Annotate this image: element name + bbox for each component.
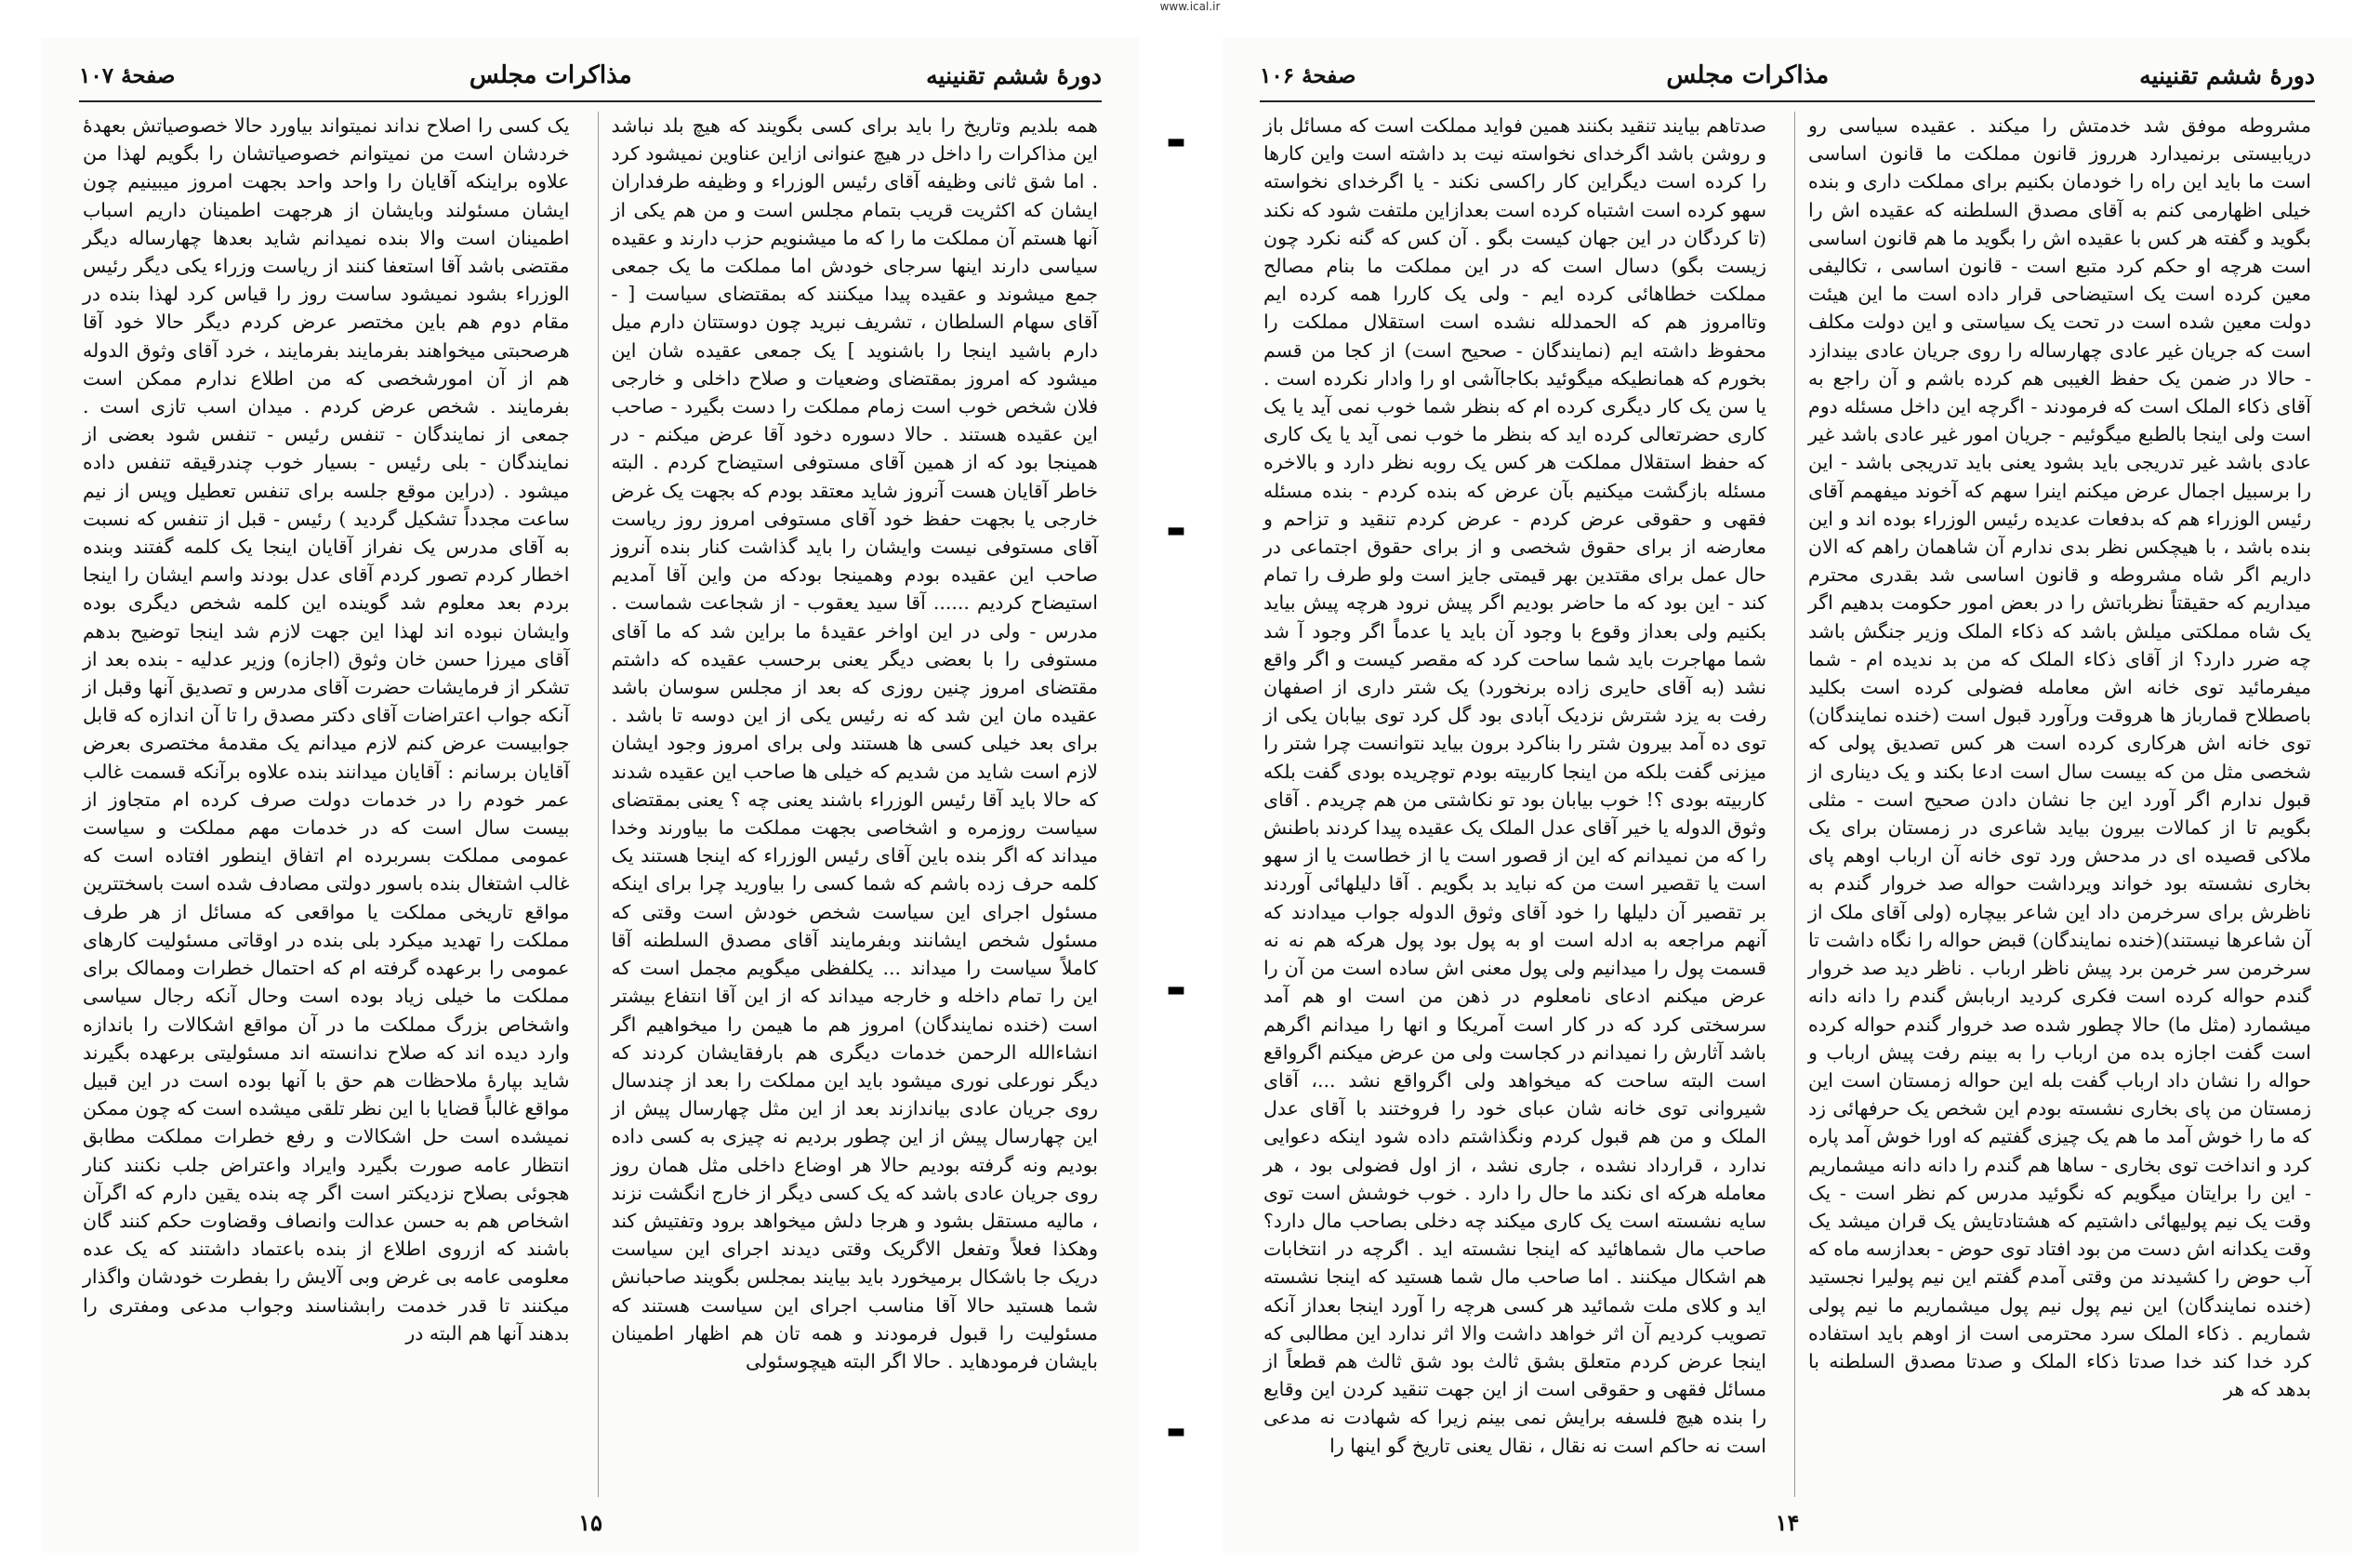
session-title: دورۀ ششم تقنینیه xyxy=(2139,61,2315,89)
page-label: صفحهٔ ۱۰۶ xyxy=(1260,62,1356,88)
header-rule xyxy=(1260,100,2315,102)
text-column-right xyxy=(1794,112,2315,1497)
page-number: ۱۵ xyxy=(578,1509,602,1536)
site-watermark: www.ical.ir xyxy=(1159,0,1221,13)
paragraph: مشروطه موفق شد خدمتش را میکند . عقیده سیاسی رو دریابیستی برنمیدارد هرروز قانون مملکت ما قانون اساسی است ما باید این راه را خودمان بکنیم برای مملکت داری و بنده خیلی اظهارمی کنم به آقای مصدق السلطنه که عقیده اش را بگوید و گفته هر کس با عقیده اش را بگوید ما هم قانون اساسی است هرچه او حکم کرد متبع است - قانون اساسی ، تکالیفی معین کرده است یک استیضاحی قرار داده است ما این هیئت دولت معین شده است در تحت یک سیاستی و این دولت مکلف است که جریان غیر عادی چهارساله را روی جریان عادی بیندازد - حالا در ضمن یک حفظ الغیبی هم کرده باشم و آن راجع به آقای ذکاء الملک است که فرمودند - اگرچه این داخل مسئله دوم است ولی اینجا بالطبع میگوئیم - جریان امور غیر عادی باشد غیر عادی باشد غیر تدریجی باید بشود یعنی باید تدریجی باشد - این را برسبیل اجمال عرض میکنم اینرا سهم که آخوند میفهمم آقای رئیس الوزراء هم که بدفعات عدیده رئیس الوزراء بوده اند و این بنده باشد ، با هیچکس نظر بدی ندارم آن شاهمان راهم که الان داریم اگر شاه مشروطه و قانون اساسی شد بقدری محترم میداریم که حقیقتاً نظرباتش را در بعض امور حکومت بدهیم اگر یک شاه مملکتی میلش باشد که ذکاء الملک وزیر جنگش باشد چه ضرر دارد؟ از آقای ذکاء الملک که من بد ندیده ام - شما میفرمائید توی خانه اش معامله فضولی کرده است بکلید باصطلاح قمارباز ها هروقت ورآورد قبول است (خنده نمایندگان) توی خانه اش هرکاری کرده است هر کس تصدیق پولی که شخصی مثل من که بیست سال است ادعا بکند و یک دیناری از قبول ندارم اگر آورد این جا نشان دادن صحیح است - مثلی بگویم تا از کمالات بیرون بیاید شاعری در زمستان برای یک ملاکی قصیده ای در مدحش ورد توی خانه آن ارباب اوهم پای بخاری نشسته بود خواند ویرداشت حواله صد خروار گندم به ناظرش برای سرخرمن داد این شاعر بیچاره (ولی آقای ملک از آن شاعرها نیستند)(خنده نمایندگان) قبض حواله را نگاه داشت تا سرخرمن سر خرمن برد پیش ناظر ارباب . ناظر دید صد خروار گندم حواله کرده است فکری کردید اربابش گندم را دانه دانه میشمارد (مثل ما) حالا چطور شده صد خروار گندم حواله کرده است گفت اجازه بده من ارباب را به بینم رفت پیش ارباب و حواله را نشان داد ارباب گفت بله این حواله زمستان است این زمستان من پای بخاری نشسته بودم این شخص یک حرفهائی زد که ما را خوش آمد ما هم یک چیزی گفتیم که اورا خوش آمد پاره کرد و انداخت توی بخاری - ساها هم گندم را دانه دانه میشماریم - این را برایتان میگویم که نگوئید مدرس کم نظر است - یک وقت یک نیم پولیهائی داشتیم که هشتادتایش یک قران میشد یک وقت یکدانه اش دست من بود افتاد توی حوض - بعدازسه ماه که آب حوض را کشیدند من وقتی آمدم گفتم این نیم پولیرا نجستید (خنده نمایندگان) این نیم پول نیم پول میشماریم ما نیم پولی شماریم . ذکاء الملک سرد محترمی است از اوهم باید استفاده کرد خدا کند خدا صدتا ذکاء الملک و صدتا مصدق السلطنه با بدهد که هر xyxy=(1808,114,2311,1401)
journal-title: مذاکرات مجلس xyxy=(1666,61,1830,89)
paragraph: صدتاهم بیایند تنقید بکنند همین فواید مملکت است که مسائل باز و روشن باشد اگرخدای نخواسته نیت بد داشته است واین کارها را کرده است دیگراین کار راکسی نکند - یا اگرخدای نخواسته سهو کرده است اشتباه کرده است بعدازاین ملتفت شود که نکند (تا کردگان در این جهان کیست بگو . آن کس که گنه نکرد چون زیست بگو) دسال است که در این مملکت ما بنام مصالح مملکت خطاهائی کرده ایم - ولی یک کاررا همه کرده ایم وتاامروز هم که الحمدلله نشده است استقلال مملکت را محفوظ داشته ایم (نمایندگان - صحیح است) از کجا من قسم بخورم که همانطیکه میگوئید بکاجاآشی او را وادار نکرده است . یا سن یک کار دیگری کرده ام که بنظر شما خوب نمی آید یا یک کاری حضرتعالی کرده اید که بنظر ما خوب نمی آید یا یک کاری که حفظ استقلال مملکت هر کس یک روبه نظر دارد و بالاخره مسئله بازگشت میکنیم بآن عرض که بنده کردم - بنده مسئله فقهی و حقوقی عرض کردم - عرض کردم تنقید و تزاحم و معارضه از برای حقوق شخصی و از برای حقوق اجتماعی در حال عمل برای مقتدین بهر قیمتی جایز است ولو طرف را تمام کند - این بود که ما حاضر بودیم اگر پیش نرود هرچه پیش بیاید بکنیم ولی بعداز وقوع با وجود آن باید یا عدماً اگر وجود آ شد شما مهاجرت باید شما ساحت کرد که مقصر کیست و اگر واقع نشد (به آقای حایری زاده برنخورد) یک شتر داری از اصفهان رفت به یزد شترش نزدیک آبادی بود گل کرد توی بیابان یکی از توی ده آمد بیرون شتر را بناکرد برون بیاید نتوانست چرا شتر را میزنی گفت بلکه من اینجا کاربیته بودم توچریده بودی گفت بلکه کاربیته بودی ؟! خوب بیابان بود تو نکاشتی من هم چریدم . آقای وثوق الدوله یا خیر آقای عدل الملک یک عقیده پیدا کردند باطنش را که من نمیدانم که این از قصور است یا از خطاست یا از سهو است یا تقصیر است من که نباید بد بگویم . آقا دلیلهائی آوردند بر تقصیر آن دلیلها را خود آقای وثوق الدوله جواب میدادند که آنهم مراجعه به ادله است او به پول بود پول هرکه هم نه نه قسمت پول را میدانیم ولی پول معنی اش ساده است من آن را عرض میکنم ادعای نامعلوم در ذهن من است او هم آمد سرسختی کرد که در کار است آمریکا و انها را میدانم اگرهم باشد آثارش را نمیدانم در کجاست ولی من عرض میکنم اگرواقع است البته ساحت که میخواهد ولی اگرواقع نشد ...، آقای شیروانی توی خانه شان عبای خود را فروختند با آقای عدل الملک و من هم قبول کردم ونگذاشتم داده شود اینکه دعوایی ندارد ، قرارداد نشده ، جاری نشد ، از اول فضولی بود ، هر معامله هرکه ای نکند ما حال را دارد . خوب خوشش است توی سایه نشسته است یک کاری میکند چه دخلی بصاحب مال دارد؟ صاحب مال شماهائید که اینجا نشسته اید . اگرچه در انتخابات هم اشکال میکنند . اما صاحب مال شما هستید که اینجا نشسته اید و کلای ملت شمائید هر کسی هرچه را آورد اینجا بعداز آنکه تصویب کردیم آن اثر خواهد داشت والا اثر ندارد این مطالبی که اینجا عرض کردم متعلق بشق ثالث بود شق ثالث هم قطعاً از مسائل فقهی و حقوقی است از این جهت تنقید کردن این وقایع را بنده هیچ فلسفه برایش نمی بینم زیرا که شهادت نه مدعی است نه حاکم است نه نقال ، نقال یعنی تاریخ گو اینها را xyxy=(1263,114,1766,1457)
text-column-left xyxy=(1260,112,1770,1497)
text-column-right xyxy=(598,112,1103,1497)
page-label: صفحهٔ ۱۰۷ xyxy=(79,62,176,88)
paragraph: یک کسی را اصلاح نداند نمیتواند بیاورد حالا خصوصیاتش بعهدهٔ خردشان است من نمیتوانم خصوصیاتشان را بگویم لهذا من علاوه براینکه آقایان را واحد واحد بجهت امروز میبینیم چون ایشان مسئولند وبایشان از هرجهت اطمینان داریم اسباب اطمینان است والا بنده نمیدانم شاید بعدها چهارساله دیگر مقتضی باشد آقا استعفا کنند از ریاست وزراء یکی دیگر رئیس الوزراء بشود نمیشود ساست روز را قیاس کرد لهذا بنده در مقام دوم هم باین مختصر عرض کردم دیگر حالا خود آقا هرصحبتی میخواهند بفرمایند بفرمایند ، خرد آقای وثوق الدوله هم از آن امورشخصی که من اطلاع ندارم ممکن است بفرمایند . شخص عرض کردم . میدان اسب تازی است . جمعی از نمایندگان - تنفس رئیس - تنفس شود بعضی از نمایندگان - بلی رئیس - بسیار خوب چندرقیقه تنفس داده میشود . (دراین موقع جلسه برای تنفس تعطیل وپس از نیم ساعت مجدداً تشکیل گردید ) رئیس - قبل از تنفس که نسبت به آقای مدرس یک نفراز آقایان اینجا یک کلمه گفتند وبنده اخطار کردم تصور کردم آقای عدل بودند واسم ایشان را اینجا بردم بعد معلوم شد گوینده این کلمه شخص دیگری بوده وایشان نبوده اند لهذا این جهت لازم شد اینجا توضیح بدهم آقای میرزا حسن خان وثوق (اجازه) وزیر عدلیه - بنده بعد از تشکر از فرمایشات حضرت آقای مدرس و تصدیق آنها وقبل از آنکه جواب اعتراضات آقای دکتر مصدق را تا آن اندازه که قابل جوابیست عرض کنم لازم میدانم یک مقدمهٔ مختصری بعرض آقایان برسانم : آقایان میدانند بنده علاوه برآنکه قسمت غالب عمر خودم را در خدمات دولت صرف کرده ام متجاوز از بیست سال است که در خدمات مهم مملکت و سیاست عمومی مملکت بسربرده ام اتفاق اینطور افتاده است که غالب اشتغال بنده باسور دولتی مصادف شده است باسختترین مواقع تاریخی مملکت یا مواقعی که مسائل از هر طرف مملکت را تهدید میکرد بلی بنده در اوقاتی مسئولیت کارهای عمومی را برعهده گرفته ام که احتمال خطرات وممالک برای مملکت ما خیلی زیاد بوده است وحال آنکه رجال سیاسی واشخاص بزرگ مملکت ما در آن مواقع اشکالات را باندازه وارد دیده اند که صلاح ندانسته اند مسئولیتی برعهده بگیرند شاید بپارهٔ ملاحظات هم حق با آنها بوده است در این قبیل مواقع غالباً قضایا با این نظر تلقی میشده است که چون ممکن نمیشده است حل اشکالات و رفع خطرات مملکت مطابق انتظار عامه صورت بگیرد وایراد واعتراض جلب نکنند کنار هجوئی بصلاح نزدیکتر است اگر چه بنده یقین دارم که اگرآن اشخاص هم به حسن عدالت وانصاف وقضاوت حکم کنند گان باشند که ازروی اطلاع از بنده باعتماد داشتند که یک عده معلومی عامه بی غرض وبی آلایش را بفطرت خودشان واگذار میکنند تا قدر خدمت رابشناسند وجواب مدعی ومفتری را بدهند آنها هم البته در xyxy=(83,114,570,1344)
journal-title: مذاکرات مجلس xyxy=(469,61,632,89)
running-head xyxy=(79,54,1102,97)
page-107 xyxy=(42,37,1139,1553)
binding-mark: ▬ xyxy=(1166,130,1186,153)
binding-mark: ▬ xyxy=(1166,978,1186,1001)
session-title: دورۀ ششم تقنینیه xyxy=(926,61,1102,89)
binding-mark: ▬ xyxy=(1166,519,1186,542)
text-columns xyxy=(79,112,1102,1497)
header-rule xyxy=(79,100,1102,102)
binding-mark: ▬ xyxy=(1166,1420,1186,1443)
running-head xyxy=(1260,54,2315,97)
page-106 xyxy=(1223,37,2352,1553)
text-columns xyxy=(1260,112,2315,1497)
page-number: ۱۴ xyxy=(1775,1509,1800,1536)
text-column-left xyxy=(79,112,574,1497)
paragraph: همه بلدیم وتاریخ را باید برای کسی بگویند که هیچ بلد نباشد این مذاکرات را داخل در هیچ عنوانی ازاین عناوین نمیشود کرد . اما شق ثانی وظیفه آقای رئیس الوزراء و وظیفه طرفداران ایشان که اکثریت قریب بتمام مجلس است و من هم یکی از آنها هستم آن مملکت ما را که ما میشنویم حزب دارند و عقیده سیاسی دارند اینها سرجای خودش اما مملکت ما یک جمعی جمع میشوند و عقیده پیدا میکنند که بمقتضای سیاست [ - آقای سهام السلطان ، تشریف نبرید چون دوستتان دارم میل دارم باشید اینجا را باشنوید ] یک جمعی عقیده شان این میشود که امروز بمقتضای وضعیات و صلاح داخلی و خارجی فلان شخص خوب است زمام مملکت را دست بگیرد - صاحب این عقیده هستند . حالا دسوره دخود آقا عرض میکنم - در همینجا بود که از همین آقای مستوفی استیضاح کردم . البته خاطر آقایان هست آنروز شاید معتقد بودم که بجهت یک غرض خارجی یا بجهت حفظ خود آقای مستوفی امروز روز ریاست آقای مستوفی نیست وایشان را باید گذاشت کنار بنده آنروز صاحب این عقیده بودم وهمینجا بودکه من واین آقا آمدیم استیضاح کردیم ...... آقا سید یعقوب - از شجاعت شماست . مدرس - ولی در این اواخر عقیدهٔ ما براین شد که ما آقای مستوفی را با بعضی دیگر یعنی برحسب عقیده که داشتم مقتضای امروز چنین روزی که بعد از مجلس سوسان باشد عقیده مان این شد که نه رئیس یکی از این دوسه تا باشد . برای بعد خیلی کسی ها هستند ولی برای امروز وجود ایشان لازم است شاید من شدیم که خیلی ها صاحب این عقیده شدند که حالا باید آقا رئیس الوزراء باشند یعنی چه ؟ یعنی بمقتضای سیاست روزمره و اشخاصی بجهت مملکت ما بیاورند وخدا میداند که اگر بنده باین آقای رئیس الوزراء که اینجا هستند یک کلمه حرف زده باشم که شما کسی را بیاورید چرا برای اینکه مسئول اجرای این سیاست شخص خودش است وقتی که مسئول شخص ایشانند وبفرمایند آقای مصدق السلطنه آقا کاملاً سیاست را میداند ... یکلفظی میگویم مجمل است که این را تمام داخله و خارجه میداند که از این آقا انتفاع بیشتر است (خنده نمایندگان) امروز هم ما هیمن را میخواهیم اگر انشاءالله الرحمن خدمات دیگری هم بارفقایشان کردند که دیگر نورعلی نوری میشود باید این مملکت را بعد از چندسال روی جریان عادی بیاندازند بعد از این مثل چهارسال پیش از این چهارسال پیش از این چطور بردیم نه چیزی به کسی داده بودیم ونه گرفته بودیم حالا هر اوضاع داخلی مثل همان روز روی جریان عادی باشد که یک کسی دیگر از خارج انگشت نزند ، مالیه مستقل بشود و هرجا دلش میخواهد برود وتفتیش کند وهکذا فعلاً وتفعل الاگریک وقتی دیدند اجرای این سیاست دریک جا باشکال برمیخورد باید بیایند بمجلس بگویند صاحبانش شما هستید حالا آقا مناسب اجرای این سیاست هستند که مسئولیت را قبول فرمودند و همه تان هم اظهار اطمینان بایشان فرمودهاید . حالا اگر البته هیچوسئولی xyxy=(611,114,1098,1372)
